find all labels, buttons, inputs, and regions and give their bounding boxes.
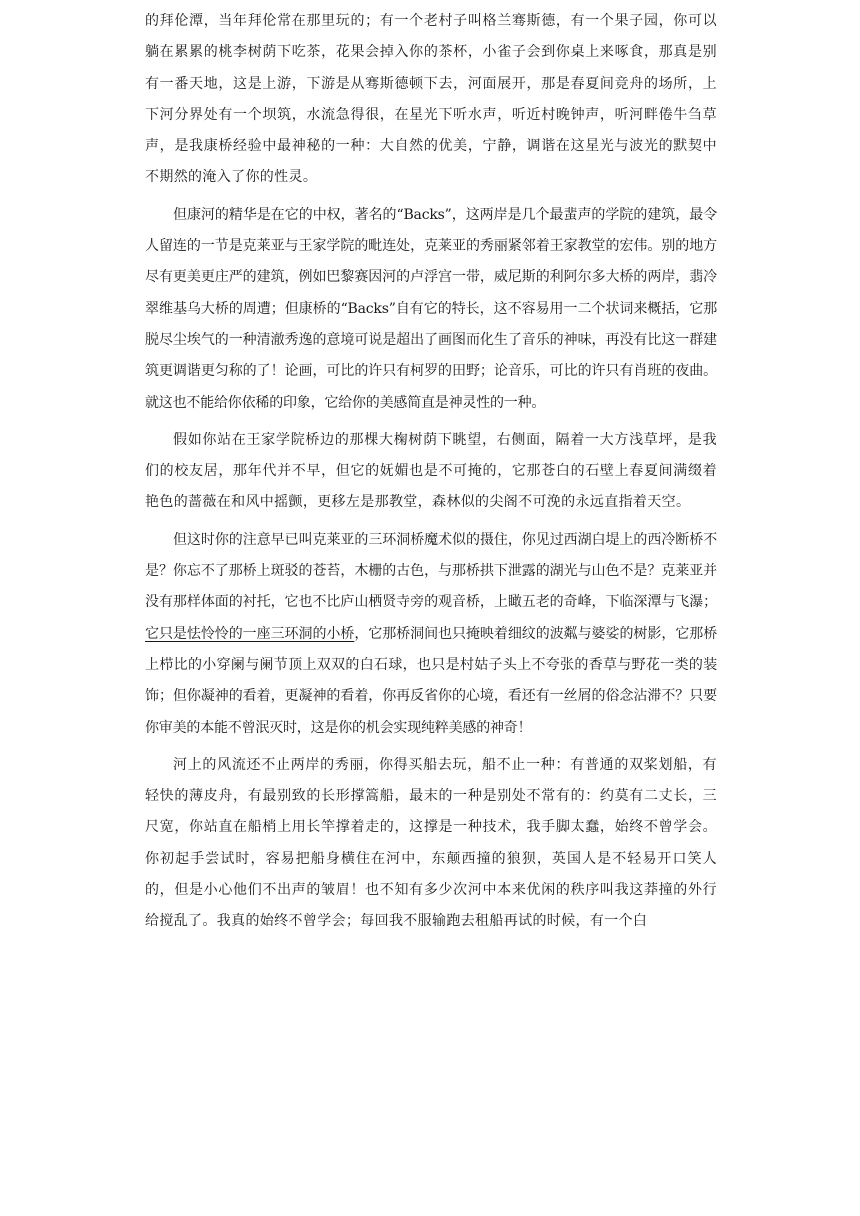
document-page [145,6,717,944]
paragraph-1: 的拜伦潭，当年拜伦常在那里玩的；有一个老村子叫格兰骞斯德，有一个果子园，你可以躺在累累的桃李树荫下吃茶，花果会掉入你的茶杯，小雀子会到你桌上来啄食，那真是别有一番天地，这是上游，下游是从骞斯德顿下去，河面展开，那是春夏间竞舟的场所，上下河分界处有一个坝筑，水流急得很，在星光下听水声，听近村晚钟声，听河畔倦牛刍草声，是我康桥经验中最神秘的一种：大自然的优美，宁静，调谐在这星光与波光的默契中不期然的淹入了你的性灵。 [145,13,717,186]
paragraph-4 [145,525,717,744]
paragraph-2: 但康河的精华是在它的中权，著名的“Backs”，这两岸是几个最蜚声的学院的建筑，最令人留连的一节是克莱亚与王家学院的毗连处，克莱亚的秀丽紧邻着王家教堂的宏伟。别的地方尽有更美更庄严的建筑，例如巴黎赛因河的卢浮宫一带，威尼斯的利阿尔多大桥的两岸，翡冷翠维基乌大桥的周遭；但康桥的“Backs”自有它的特长，这不容易用一二个状词来概括，它那脱尽尘埃气的一种清澈秀逸的意境可说是超出了画图而化生了音乐的神味，再没有比这一群建筑更调谐更匀称的了！论画，可比的许只有柯罗的田野；论音乐，可比的许只有肖班的夜曲。就这也不能给你依稀的印象，它给你的美感简直是神灵性的一种。 [145,206,717,411]
paragraph-4-before: 但这时你的注意早已叫克莱亚的三环洞桥魔术似的摄住，你见过西湖白堤上的西冷断桥不是？你忘不了那桥上斑驳的苍苔，木栅的古色，与那桥拱下泄露的湖光与山色不是？克莱亚并没有那样体面的衬托，它也不比庐山栖贤寺旁的观音桥，上瞰五老的奇峰，下临深潭与飞瀑； [145,531,717,611]
paragraph-5: 河上的风流还不止两岸的秀丽，你得买船去玩，船不止一种：有普通的双桨划船，有轻快的薄皮舟，有最别致的长形撑篙船，最末的一种是别处不常有的：约莫有二丈长，三尺宽，你站直在船梢上用长竿撑着走的，这撑是一种技术，我手脚太蠢，始终不曾学会。你初起手尝试时，容易把船身横住在河中，东颠西撞的狼狈，英国人是不轻易开口笑人的，但是小心他们不出声的皱眉！也不知有多少次河中本来优闲的秩序叫我这莽撞的外行给搅乱了。我真的始终不曾学会；每回我不服输跑去租船再试的时候，有一个白 [145,756,717,930]
paragraph-3: 假如你站在王家学院桥边的那棵大椈树荫下眺望，右侧面，隔着一大方浅草坪，是我们的校友居，那年代并不早，但它的妩媚也是不可掩的，它那苍白的石壁上春夏间满缀着艳色的蔷薇在和风中摇颤，更移左是那教堂，森林似的尖阁不可浼的永远直指着天空。 [145,431,717,511]
paragraph-4-after: ，它那桥洞间也只掩映着细纹的波粼与婆娑的树影，它那桥上栉比的小穿阑与阑节顶上双双的白石球，也只是村姑子头上不夸张的香草与野花一类的装饰；但你凝神的看着，更凝神的看着，你再反省你的心境，看还有一丝屑的俗念沾滞不？只要你审美的本能不曾泯灭时，这是你的机会实现纯粹美感的神奇！ [145,625,717,736]
underlined-phrase: 它只是怯怜怜的一座三环洞的小桥 [145,625,355,642]
